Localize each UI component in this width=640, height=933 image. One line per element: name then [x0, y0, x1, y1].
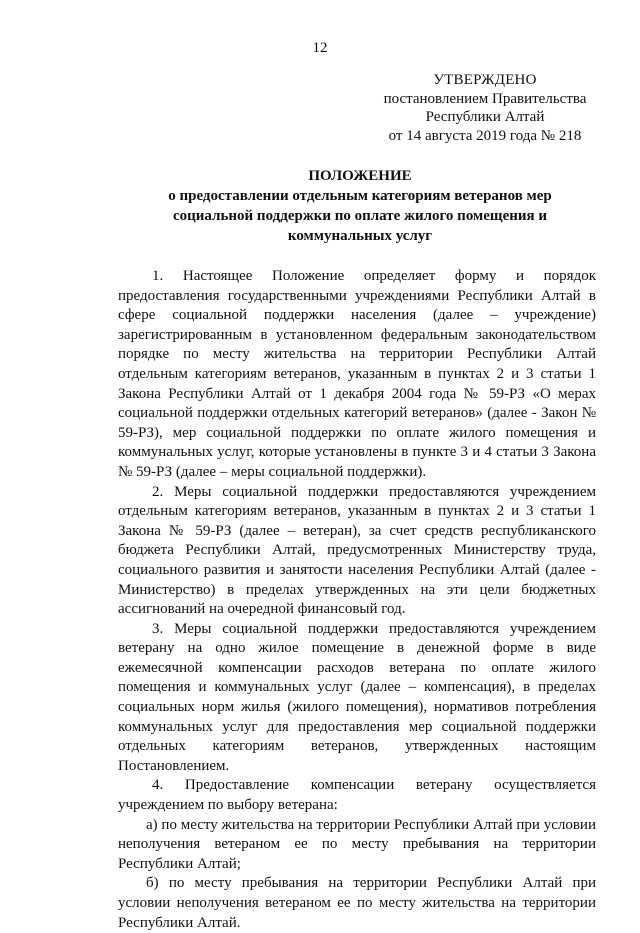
- paragraph-4: 4. Предоставление компенсации ветерану осуществляется учреждением по выбору ветерана:: [118, 777, 596, 814]
- approval-date: от 14 августа 2019 года № 218: [388, 127, 582, 144]
- paragraph-3: 3. Меры социальной поддержки предоставляются учреждением ветерану на одно жилое помещение в денежной форме в виде ежемесячной компенсации расходов ветерана по оплате жилого помещения и коммунальных услуг (далее – компенсация), в пределах социальных норм жилья (жилого помещения), нормативов потребления коммунальных услуг для предоставления мер социальной поддержки отдельных категориям ветеранов, утвержденных настоящим Постановлением.: [118, 620, 596, 774]
- approval-line: Республики Алтай: [425, 109, 545, 125]
- page-number: 12: [312, 40, 328, 56]
- subparagraph-b: б) по месту пребывания на территории Республики Алтай при условии неполучения ветераном ее по месту жительства на территории Республики Алтай.: [118, 875, 596, 931]
- approval-heading: УТВЕРЖДЕНО: [433, 72, 537, 88]
- title-main: ПОЛОЖЕНИЕ: [308, 168, 412, 184]
- paragraph-1: 1. Настоящее Положение определяет форму и порядок предоставления государственными учреждениями Республики Алтай в сфере социальной поддержки населения (далее – учреждение) зарегистрированным в установленном федеральным законодательством порядке по месту жительства на территории Республики Алтай отдельным категориям ветеранов, указанным в пунктах 2 и 3 статьи 1 Закона Республики Алтай от 1 декабря 2004 года № 59-РЗ «О мерах социальной поддержки отдельных категорий ветеранов» (далее - Закон № 59-РЗ), мер социальной поддержки по оплате жилого помещения и коммунальных услуг, которые установлены в пункте 3 и 4 статьи 3 Закона № 59-РЗ (далее – меры социальной поддержки).: [118, 268, 596, 480]
- approval-line: постановлением Правительства: [383, 90, 587, 107]
- title-subtitle-line: о предоставлении отдельным категориям ветеранов мер: [168, 188, 552, 204]
- document-title: [150, 166, 570, 246]
- document-body: [118, 267, 596, 933]
- approval-stamp: [360, 71, 610, 145]
- title-subtitle-line: социальной поддержки по оплате жилого помещения и: [172, 208, 548, 224]
- title-subtitle-line: коммунальных услуг: [287, 228, 433, 244]
- subparagraph-a: а) по месту жительства на территории Республики Алтай при условии неполучения ветераном ее по месту пребывания на территории Республики Алтай;: [118, 816, 596, 872]
- paragraph-2: 2. Меры социальной поддержки предоставляются учреждением отдельным категориям ветеранов, указанным в пунктах 2 и 3 статьи 1 Закона № 59-РЗ (далее – ветеран), за счет средств республиканского бюджета Республики Алтай, предусмотренных Министерству труда, социального развития и занятости населения Республики Алтай (далее - Министерство) в пределах утвержденных на эти цели бюджетных ассигнований на очередной финансовый год.: [118, 483, 596, 618]
